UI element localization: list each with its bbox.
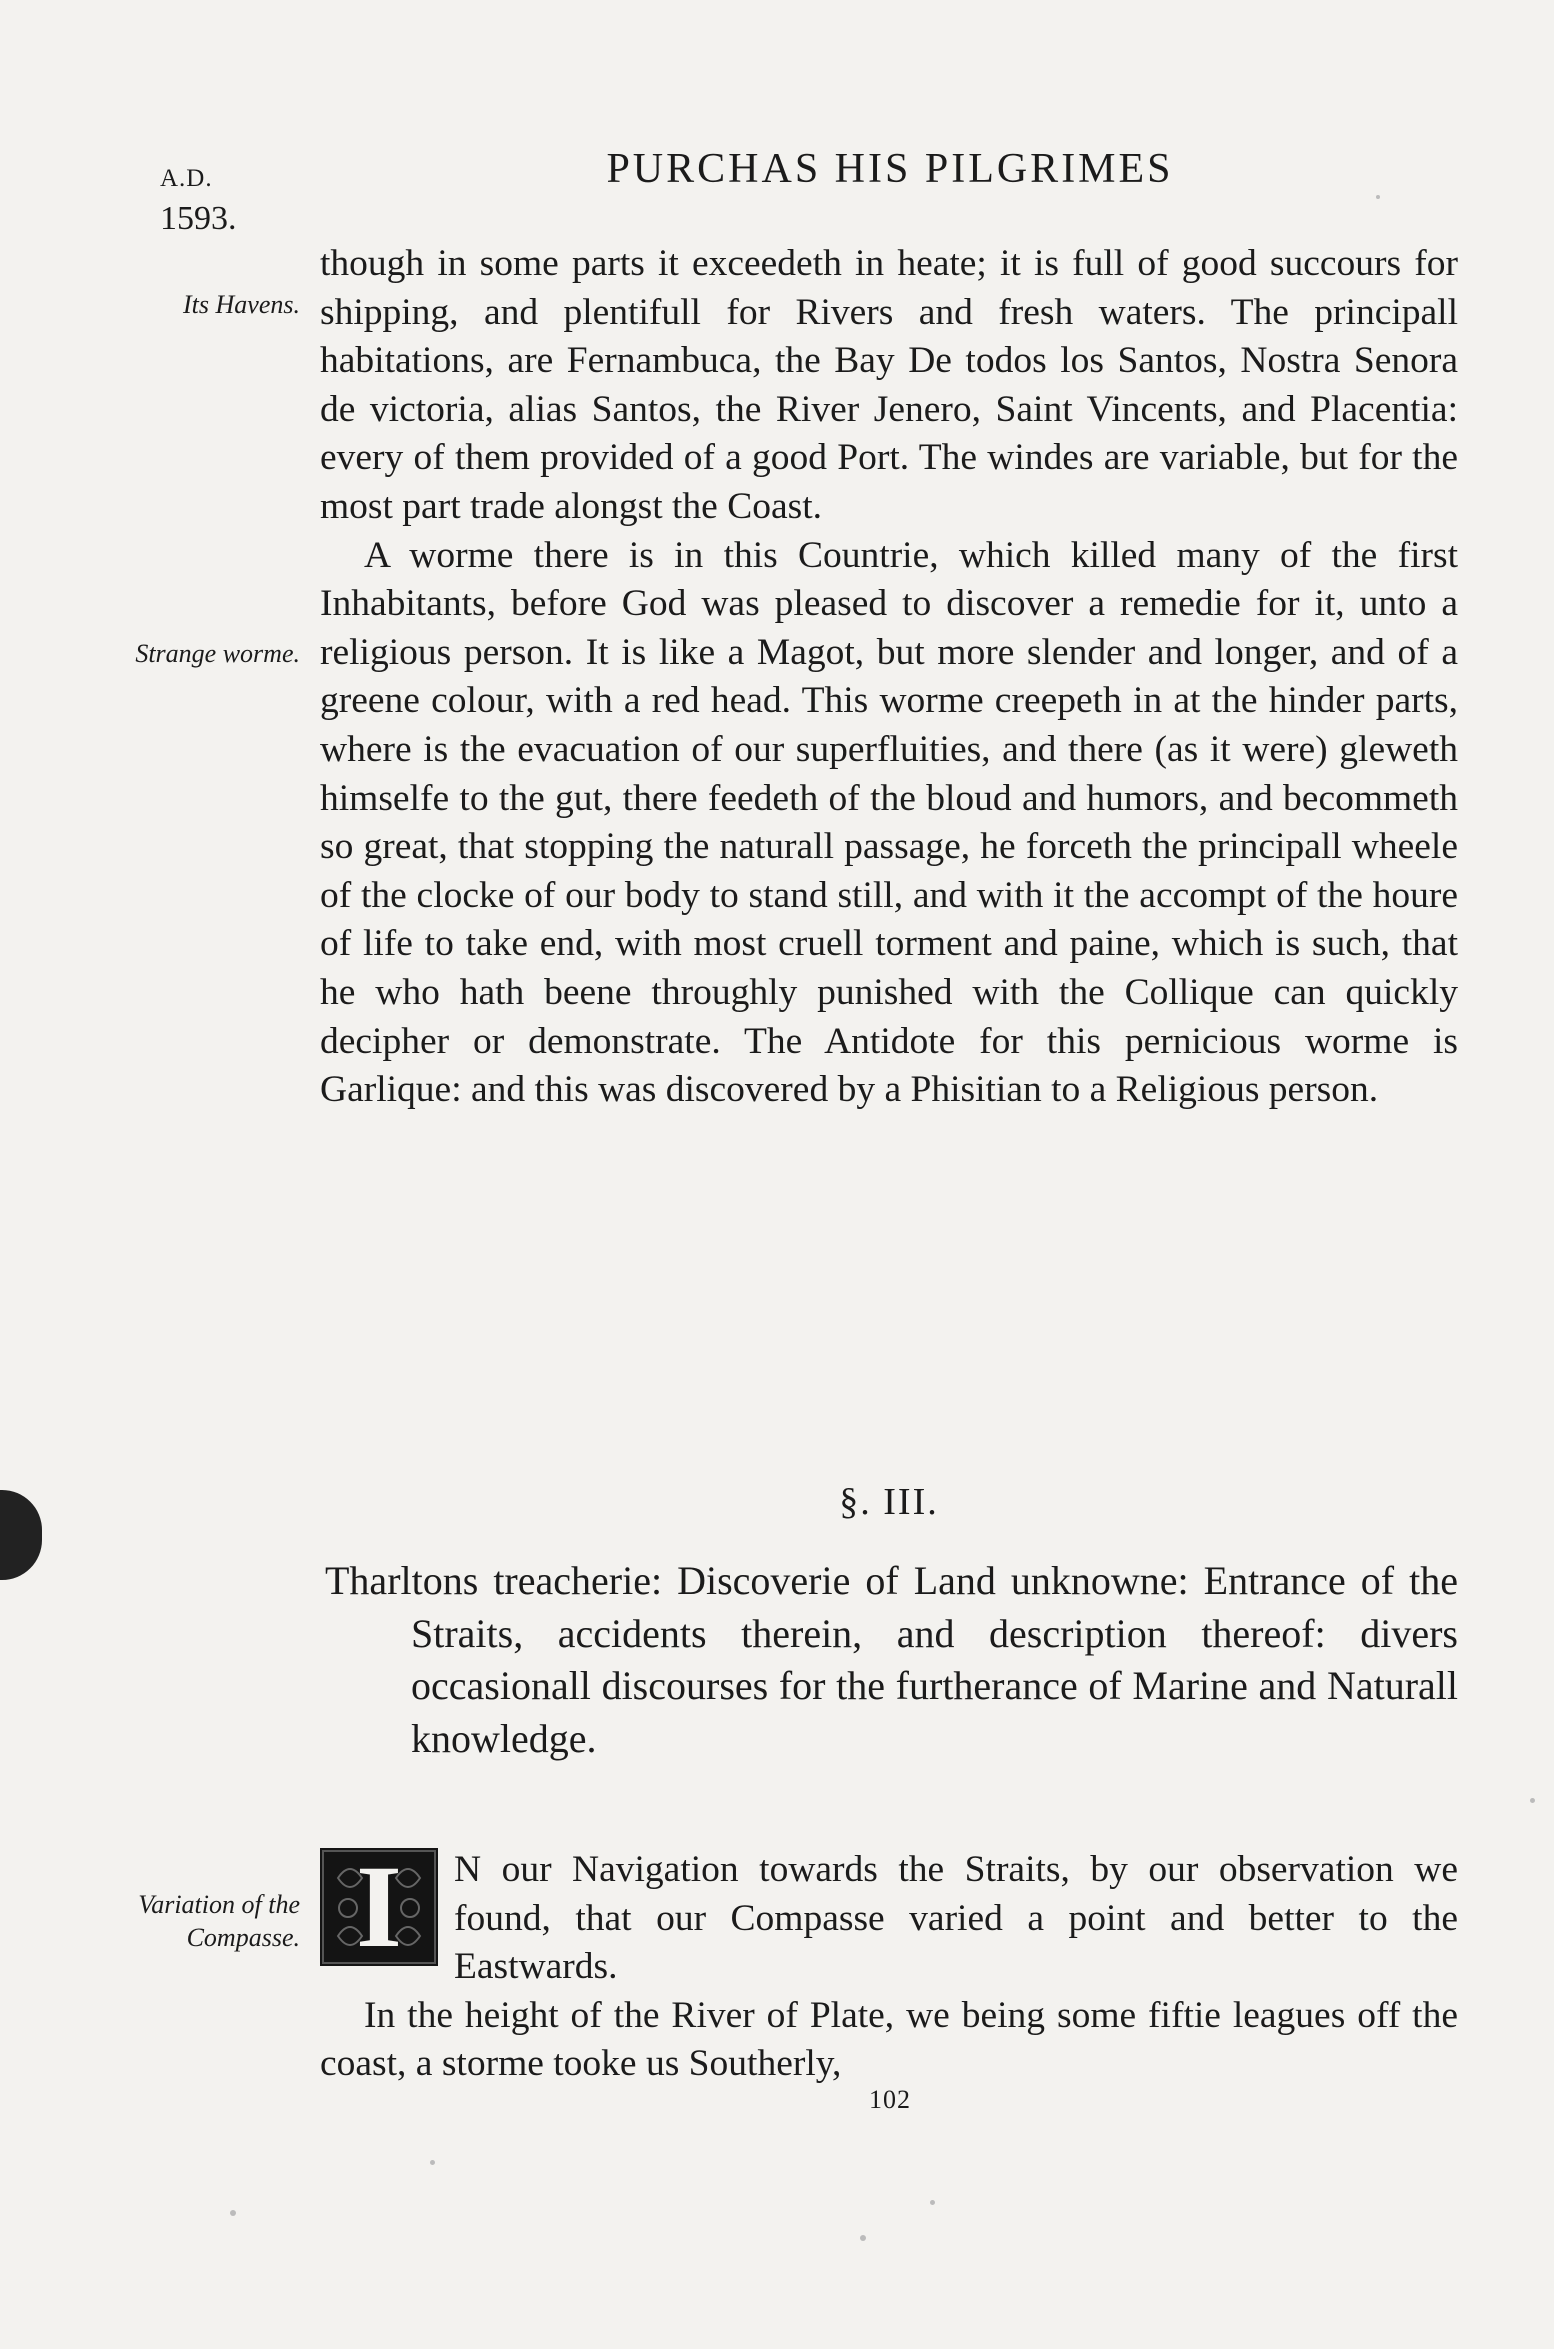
section-heading: §. III. [839,1481,939,1523]
ornamental-initial [320,1848,438,1966]
margin-year: 1593. [160,200,237,237]
opening-paragraphs [320,1846,1458,2089]
dropcap-letter: I [356,1848,402,1966]
margin-date-label: A.D. [160,165,213,192]
paper-speck [1530,1798,1535,1803]
side-note-variation: Variation of the Compasse. [138,1890,300,1952]
paper-speck [1376,195,1380,199]
paper-speck [230,2210,236,2216]
page-number: 102 [869,2085,911,2114]
running-title: PURCHAS HIS PILGRIMES [606,146,1174,192]
paragraph-worme: A worme there is in this Countrie, which killed many of the first Inhabitants, before God was pleased to discover a remedie for it, unto a religious person. It is like a Magot, but more slender and longer, and of a greene colour, with a red head. This worme creepeth in at the hinder parts, where is the evacuation of our superfluities, and there (as it were) gleweth himselfe to the gut, there feedeth of the bloud and humors, and becommeth so great, that stopping the naturall passage, he forceth the principall wheele of the clocke of our body to stand still, and with it the accompt of the houre of life to take end, with most cruell torment and paine, which is such, that he who hath beene throughly punished with the Collique can quickly decipher or demonstrate. The Antidote for this pernicious worme is Garlique: and this was discovered by a Phisitian to a Religious person. [320,534,1458,1111]
side-note-havens: Its Havens. [183,290,300,319]
paper-speck [860,2235,866,2241]
paper-speck [930,2200,935,2205]
page-edge-shadow [0,1490,42,1580]
side-note-strange-worme: Strange worme. [135,639,300,668]
paragraph-havens: though in some parts it exceedeth in heate; it is full of good succours for shipping, and plentifull for Rivers and fresh waters. The principall habitations, are Fernambuca, the Bay De todos los Santos, Nostra Senora de victoria, alias Santos, the River Jenero, Saint Vincents, and Placentia: every of them provided of a good Port. The windes are variable, but for the most part trade alongst the Coast. [320,243,1458,527]
section-summary: Tharltons treacherie: Discoverie of Land unknowne: Entrance of the Straits, accidents therein, and description thereof: divers occasionall discourses for the furtherance of Marine and Naturall knowledge. [325,1558,1458,1761]
paragraph-plate: In the height of the River of Plate, we being some fiftie leagues off the coast, a storme tooke us Southerly, [320,1994,1458,2085]
body-text [320,240,1458,1115]
paragraph-navigation: N our Navigation towards the Straits, by our observation we found, that our Compasse varied a point and better to the Eastwards. [454,1849,1458,1988]
paper-speck [430,2160,435,2165]
